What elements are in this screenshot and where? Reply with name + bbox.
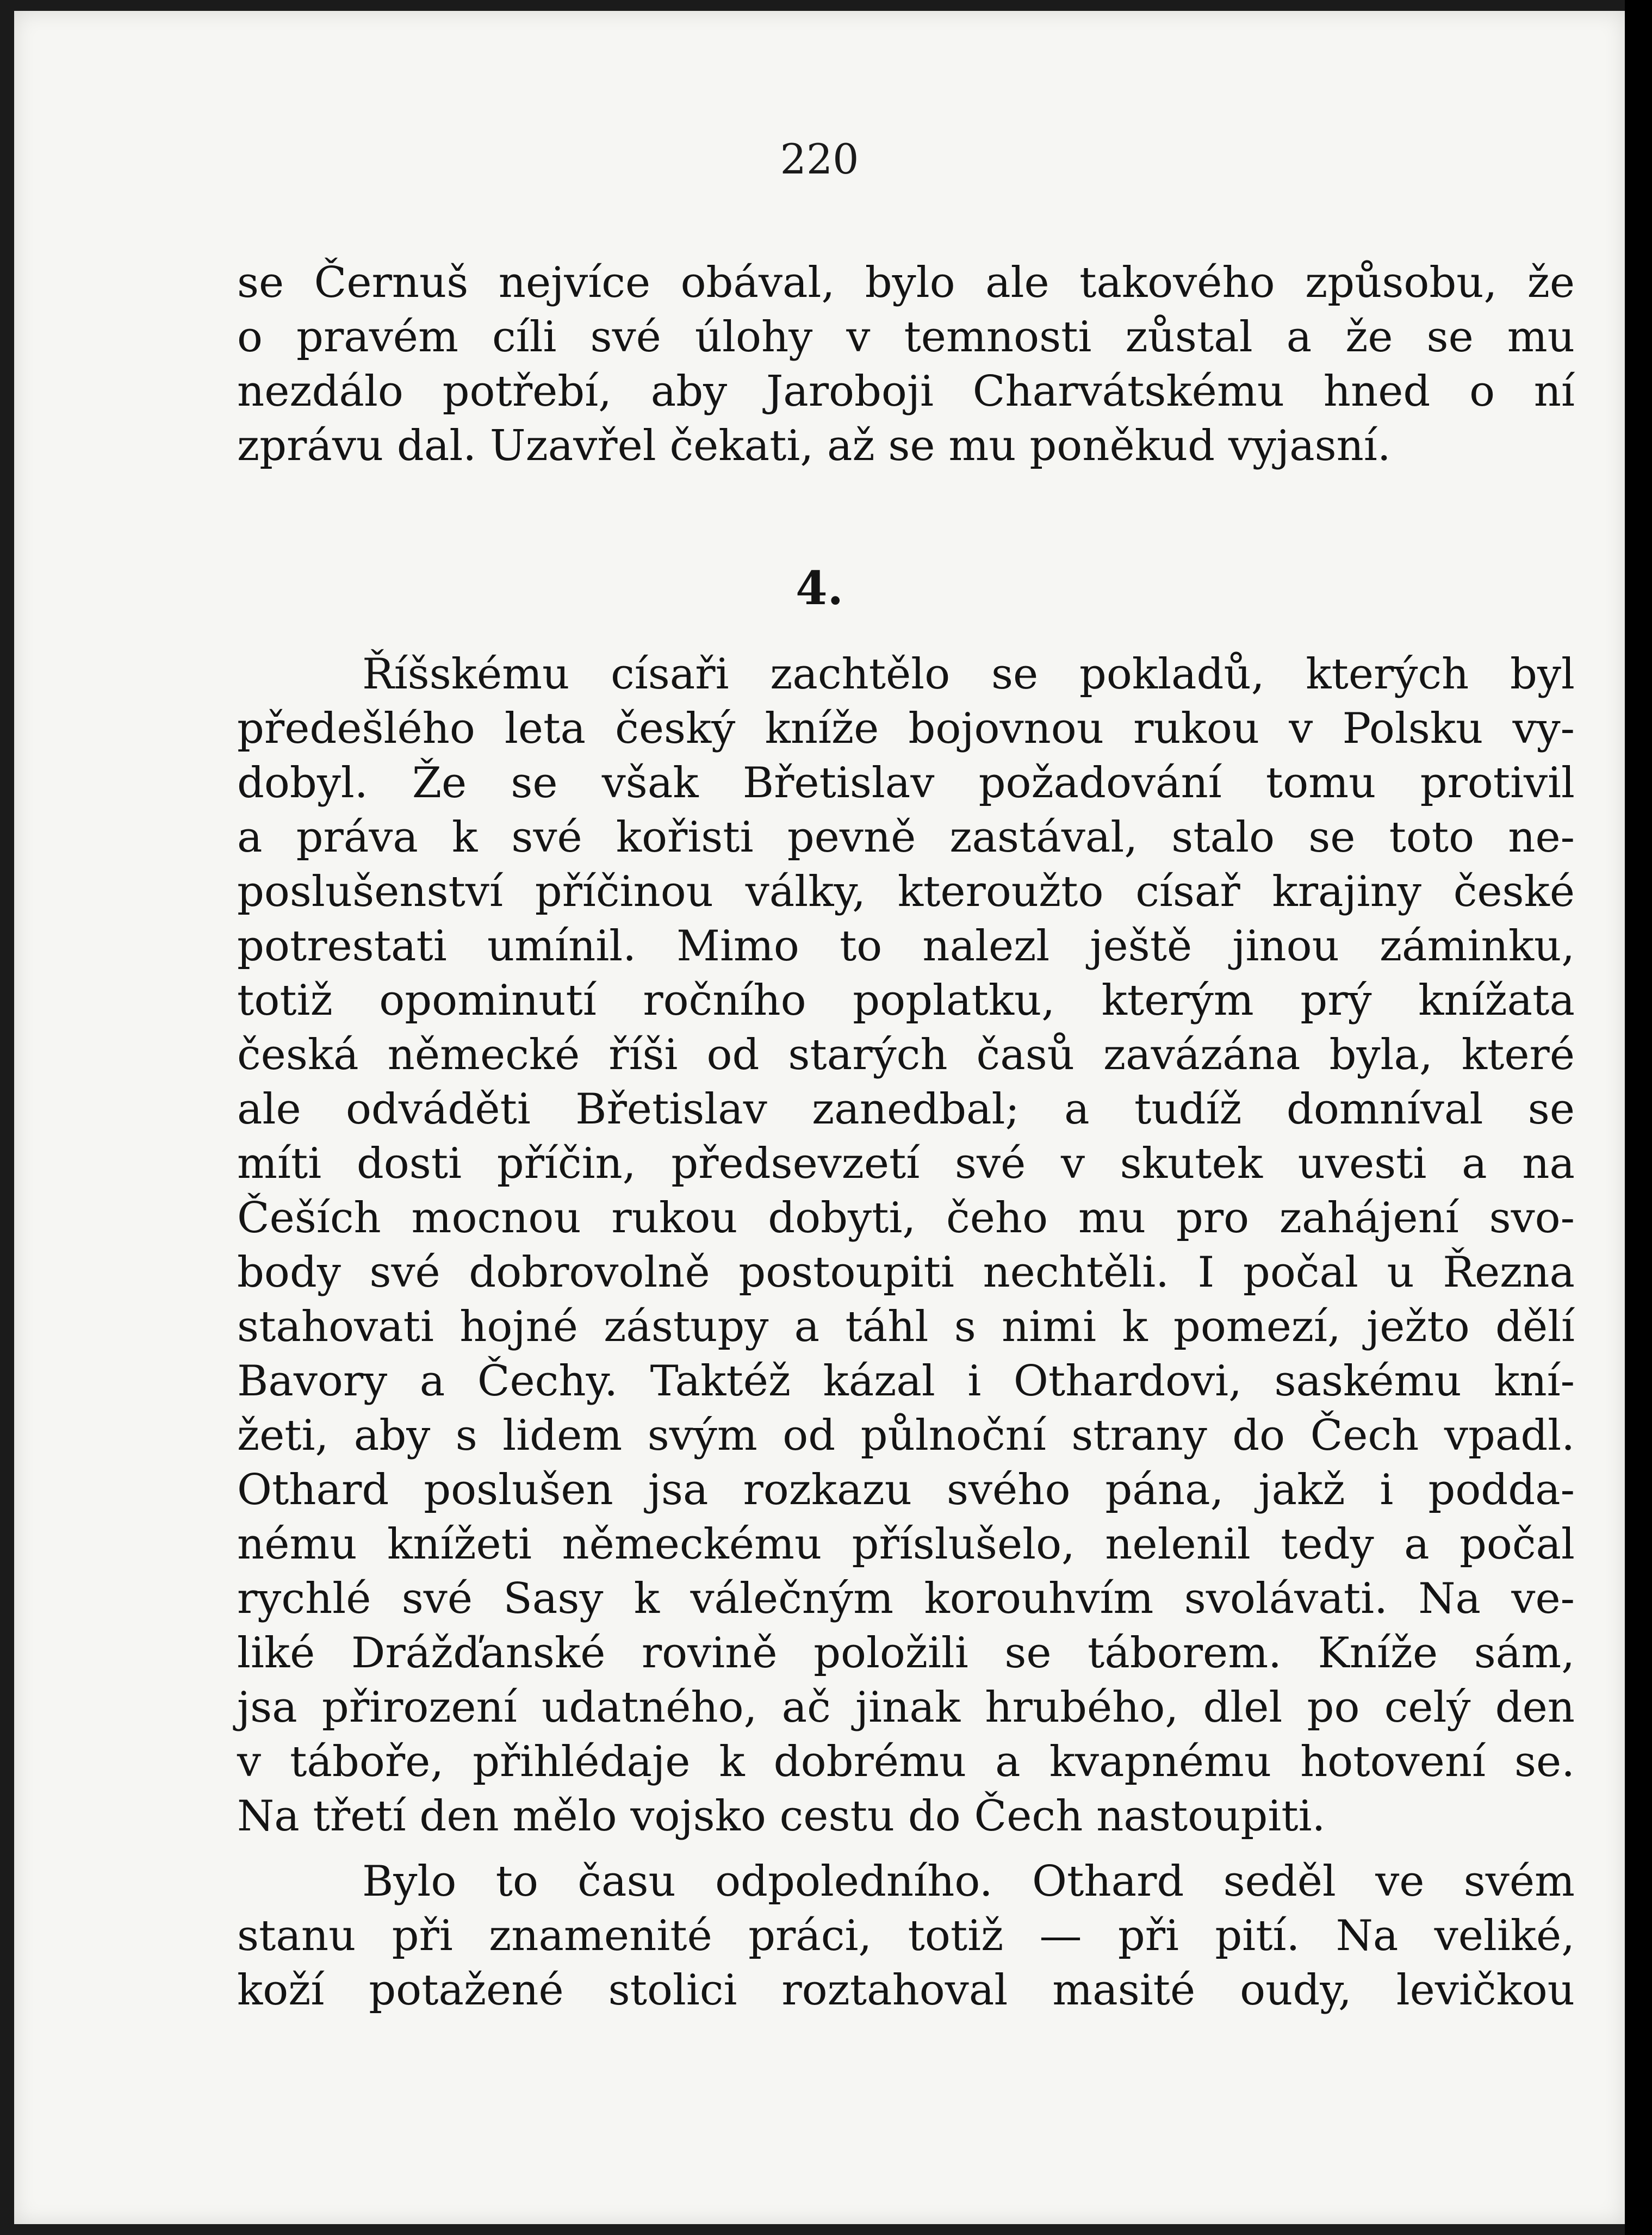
scan-edge — [1625, 0, 1652, 2235]
text-line: předešlého leta český kníže bojovnou rukou v Polsku vy- — [237, 704, 1575, 753]
text-line: Na třetí den mělo vojsko cestu do Čech nastoupiti. — [237, 1792, 1326, 1841]
text-line: nému knížeti německému příslušelo, nelenil tedy a počal — [237, 1520, 1575, 1569]
text-line: rychlé své Sasy k válečným korouhvím svolávati. Na ve- — [237, 1574, 1575, 1623]
text-line: a práva k své kořisti pevně zastával, stalo se toto ne- — [237, 813, 1575, 862]
text-line: stanu při znamenité práci, totiž — při pití. Na veliké, — [237, 1911, 1575, 1960]
text-line: žeti, aby s lidem svým od půlnoční strany do Čech vpadl. — [237, 1411, 1575, 1460]
text-line: stahovati hojné zástupy a táhl s nimi k pomezí, ježto dělí — [237, 1302, 1575, 1351]
text-line: o pravém cíli své úlohy v temnosti zůstal a že se mu — [237, 313, 1575, 362]
text-line: česká německé říši od starých časů zavázána byla, které — [237, 1030, 1575, 1079]
text-line: poslušenství příčinou války, kteroužto císař krajiny české — [237, 867, 1575, 916]
text-line: liké Drážďanské rovině položili se táborem. Kníže sám, — [237, 1629, 1575, 1678]
text-line: Othard poslušen jsa rozkazu svého pána, jakž i podda- — [237, 1466, 1575, 1514]
text-line: v táboře, přihlédaje k dobrému a kvapnému hotovení se. — [237, 1737, 1575, 1786]
text-line: potrestati umínil. Mimo to nalezl ještě jinou záminku, — [237, 922, 1575, 971]
paragraph-1 — [237, 256, 1575, 473]
text-line: ale odváděti Břetislav zanedbal; a tudíž domníval se — [237, 1085, 1575, 1134]
text-line: nezdálo potřebí, aby Jaroboji Charvátskému hned o ní — [237, 367, 1575, 416]
text-line: body své dobrovolně postoupiti nechtěli. I počal u Řezna — [237, 1248, 1575, 1297]
text-line: totiž opominutí ročního poplatku, kterým prý knížata — [237, 976, 1575, 1025]
text-line: Bavory a Čechy. Taktéž kázal i Othardovi, saskému kní- — [237, 1357, 1575, 1406]
text-line: Říšskému císaři zachtělo se pokladů, kterých byl — [362, 650, 1575, 699]
text-line: koží potažené stolici roztahoval masité oudy, levičkou — [237, 1966, 1575, 2015]
section-number: 4. — [796, 561, 843, 615]
text-line: Bylo to času odpoledního. Othard seděl ve svém — [362, 1857, 1575, 1906]
book-page — [14, 11, 1625, 2224]
paragraph-2 — [237, 647, 1575, 1843]
text-line: dobyl. Že se však Břetislav požadování tomu protivil — [237, 759, 1575, 808]
paragraph-3 — [237, 1854, 1575, 2017]
text-line: míti dosti příčin, předsevzetí své v skutek uvesti a na — [237, 1139, 1575, 1188]
text-line: zprávu dal. Uzavřel čekati, až se mu poněkud vyjasní. — [237, 421, 1391, 470]
text-line: jsa přirození udatného, ač jinak hrubého, dlel po celý den — [237, 1683, 1575, 1732]
page-number: 220 — [780, 135, 859, 183]
text-line: se Černuš nejvíce obával, bylo ale takového způsobu, že — [237, 258, 1575, 307]
text-line: Češích mocnou rukou dobyti, čeho mu pro zahájení svo- — [237, 1194, 1575, 1243]
